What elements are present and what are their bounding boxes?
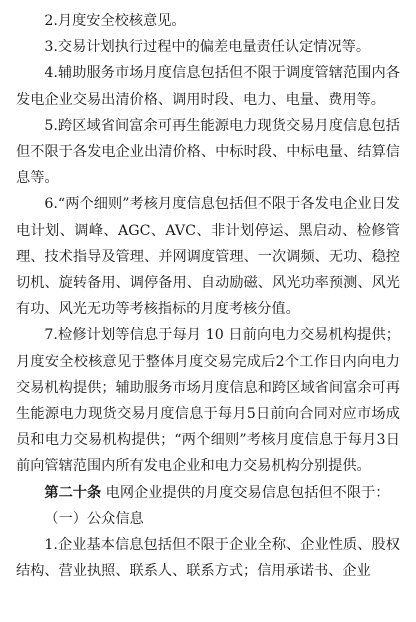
paragraph-item-6: 6.“两个细则”考核月度信息包括但不限于各发电企业日发电计划、调峰、AGC、AVC、非计划停运、黑启动、检修管理、技术指导及管理、并网调度管理、一次调频、无功、稳控切机、旋转备用、调停备用、自动励磁、风光功率预测、风光有功、风光无功等考核指标的月度考核分值。 xyxy=(16,196,400,318)
article-text: 电网企业提供的月度交易信息包括但不限于： xyxy=(105,484,390,501)
section-heading: （一）公众信息 xyxy=(44,510,144,527)
paragraph-item-7: 7.检修计划等信息于每月 10 日前向电力交易机构提供；月度安全校核意见于整体月度交易完成后2个工作日内向电力交易机构提供；辅助服务市场月度信息和跨区域省间富余可再生能源电力现货交易月度信息于每月5日前向合同对应市场成员和电力交易机构提供；“两个细则”考核月度信息于每月3日前向管辖范围内所有发电企业和电力交易机构分别提供。 xyxy=(16,327,400,475)
paragraph-item-5: 5.跨区域省间富余可再生能源电力现货交易月度信息包括但不限于各发电企业出清价格、中标时段、中标电量、结算信息等。 xyxy=(16,117,400,187)
paragraph-item-4: 4.辅助服务市场月度信息包括但不限于调度管辖范围内各发电企业交易出清价格、调用时段、电力、电量、费用等。 xyxy=(16,65,400,108)
paragraph-item-3: 3.交易计划执行过程中的偏差电量责任认定情况等。 xyxy=(44,39,371,56)
paragraph-basic-info: 1.企业基本信息包括但不限于企业全称、企业性质、股权结构、营业执照、联系人、联系方式；信用承诺书、企业 xyxy=(16,537,400,580)
article-20 xyxy=(16,480,400,506)
paragraph-item-2: 2.月度安全校核意见。 xyxy=(44,13,186,29)
article-label: 第二十条 xyxy=(44,484,102,501)
